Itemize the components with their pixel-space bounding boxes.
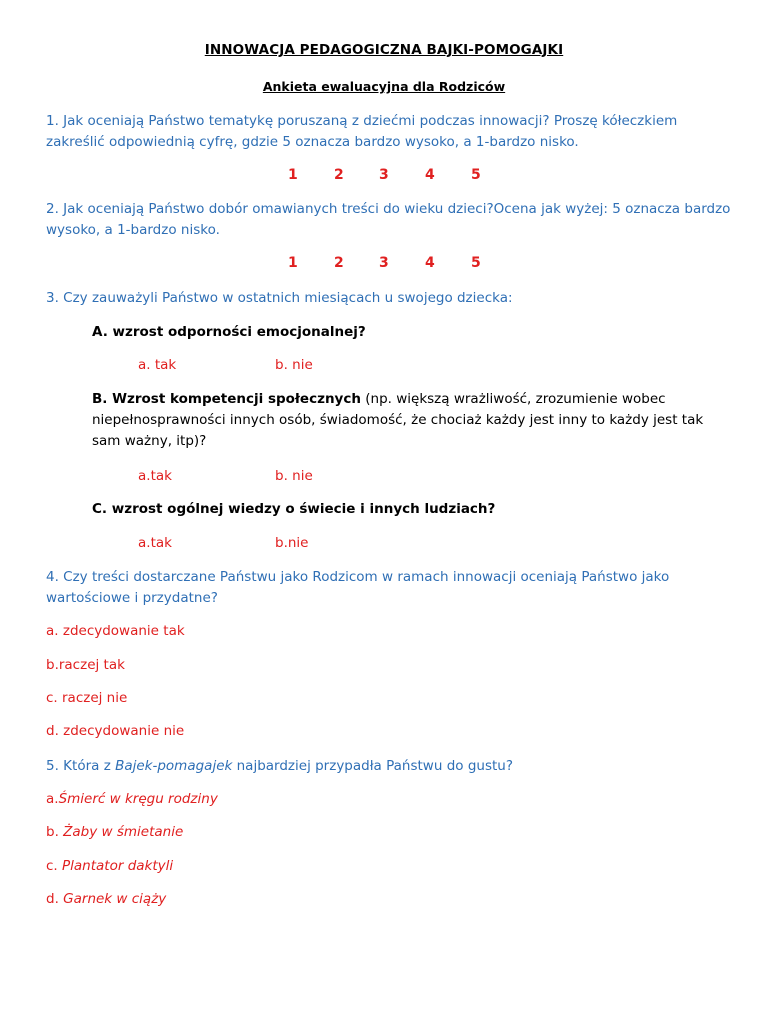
q3-b-no[interactable]: b. nie xyxy=(275,468,313,484)
q5-option-a[interactable] xyxy=(46,791,218,807)
q3-item-b xyxy=(92,389,732,452)
q3-item-a-label: A. wzrost odporności emocjonalnej? xyxy=(92,324,366,340)
q2-scale-4[interactable]: 4 xyxy=(425,255,435,271)
q3-b-yes[interactable]: a.tak xyxy=(138,468,172,484)
q5-option-c-letter: c. xyxy=(46,858,63,874)
document-subtitle: Ankieta ewaluacyjna dla Rodziców xyxy=(262,79,506,94)
q5-suffix: najbardziej przypadła Państwu do gustu? xyxy=(232,758,513,774)
q5-option-b[interactable] xyxy=(46,824,183,840)
q5-option-a-letter: a. xyxy=(46,791,59,807)
q2-scale-3[interactable]: 3 xyxy=(379,255,389,271)
q4-option-b[interactable]: b.raczej tak xyxy=(46,657,125,673)
q5-option-d-title: Garnek w ciąży xyxy=(63,891,167,907)
q5-option-c[interactable] xyxy=(46,858,173,874)
q4-option-c[interactable]: c. raczej nie xyxy=(46,690,128,706)
q1-scale-2[interactable]: 2 xyxy=(334,167,344,183)
q5-option-b-title: Żaby w śmietanie xyxy=(63,824,184,840)
question-2: 2. Jak oceniają Państwo dobór omawianych treści do wieku dzieci?Ocena jak wyżej: 5 oznacza bardzo wysoko, a 1-bardzo nisko. xyxy=(46,201,731,238)
question-4: 4. Czy treści dostarczane Państwu jako Rodzicom w ramach innowacji oceniają Państwo jako wartościowe i przydatne? xyxy=(46,569,670,606)
q3-a-yes[interactable]: a. tak xyxy=(138,357,177,373)
q5-option-d[interactable] xyxy=(46,891,166,907)
q3-item-c xyxy=(92,499,732,520)
q2-scale-1[interactable]: 1 xyxy=(288,255,298,271)
q1-scale-1[interactable]: 1 xyxy=(288,167,298,183)
q1-scale-3[interactable]: 3 xyxy=(379,167,389,183)
q1-scale-5[interactable]: 5 xyxy=(471,167,481,183)
q3-item-c-label: C. wzrost ogólnej wiedzy o świecie i innych ludziach? xyxy=(92,501,496,517)
q2-scale-5[interactable]: 5 xyxy=(471,255,481,271)
q3-item-a xyxy=(92,322,732,343)
q1-scale-4[interactable]: 4 xyxy=(425,167,435,183)
q5-title-italic: Bajek-pomagajek xyxy=(115,758,233,774)
q3-c-yes[interactable]: a.tak xyxy=(138,535,172,551)
document-title: INNOWACJA PEDAGOGICZNA BAJKI-POMOGAJKI xyxy=(204,42,564,58)
q3-item-b-detail: (np. większą wrażliwość, zrozumienie wobec niepełnosprawności innych osób, świadomość, że chociaż każdy jest inny to każdy jest tak sam ważny, itp)? xyxy=(92,391,704,449)
question-3: 3. Czy zauważyli Państwo w ostatnich miesiącach u swojego dziecka: xyxy=(46,290,513,306)
q5-prefix: 5. Która z xyxy=(46,758,116,774)
question-5 xyxy=(46,756,736,777)
q5-option-d-letter: d. xyxy=(46,891,64,907)
q3-a-no[interactable]: b. nie xyxy=(275,357,313,373)
q5-option-b-letter: b. xyxy=(46,824,64,840)
q5-option-a-title: Śmierć w kręgu rodziny xyxy=(58,791,218,807)
q5-option-c-title: Plantator daktyli xyxy=(62,858,174,874)
question-1: 1. Jak oceniają Państwo tematykę poruszaną z dziećmi podczas innowacji? Proszę kółeczkiem zakreślić odpowiednią cyfrę, gdzie 5 oznacza bardzo wysoko, a 1-bardzo nisko. xyxy=(46,113,678,150)
q2-scale-2[interactable]: 2 xyxy=(334,255,344,271)
q4-option-d[interactable]: d. zdecydowanie nie xyxy=(46,723,185,739)
q4-option-a[interactable]: a. zdecydowanie tak xyxy=(46,623,185,639)
q3-c-no[interactable]: b.nie xyxy=(275,535,309,551)
q3-item-b-label: B. Wzrost kompetencji społecznych xyxy=(92,391,361,407)
